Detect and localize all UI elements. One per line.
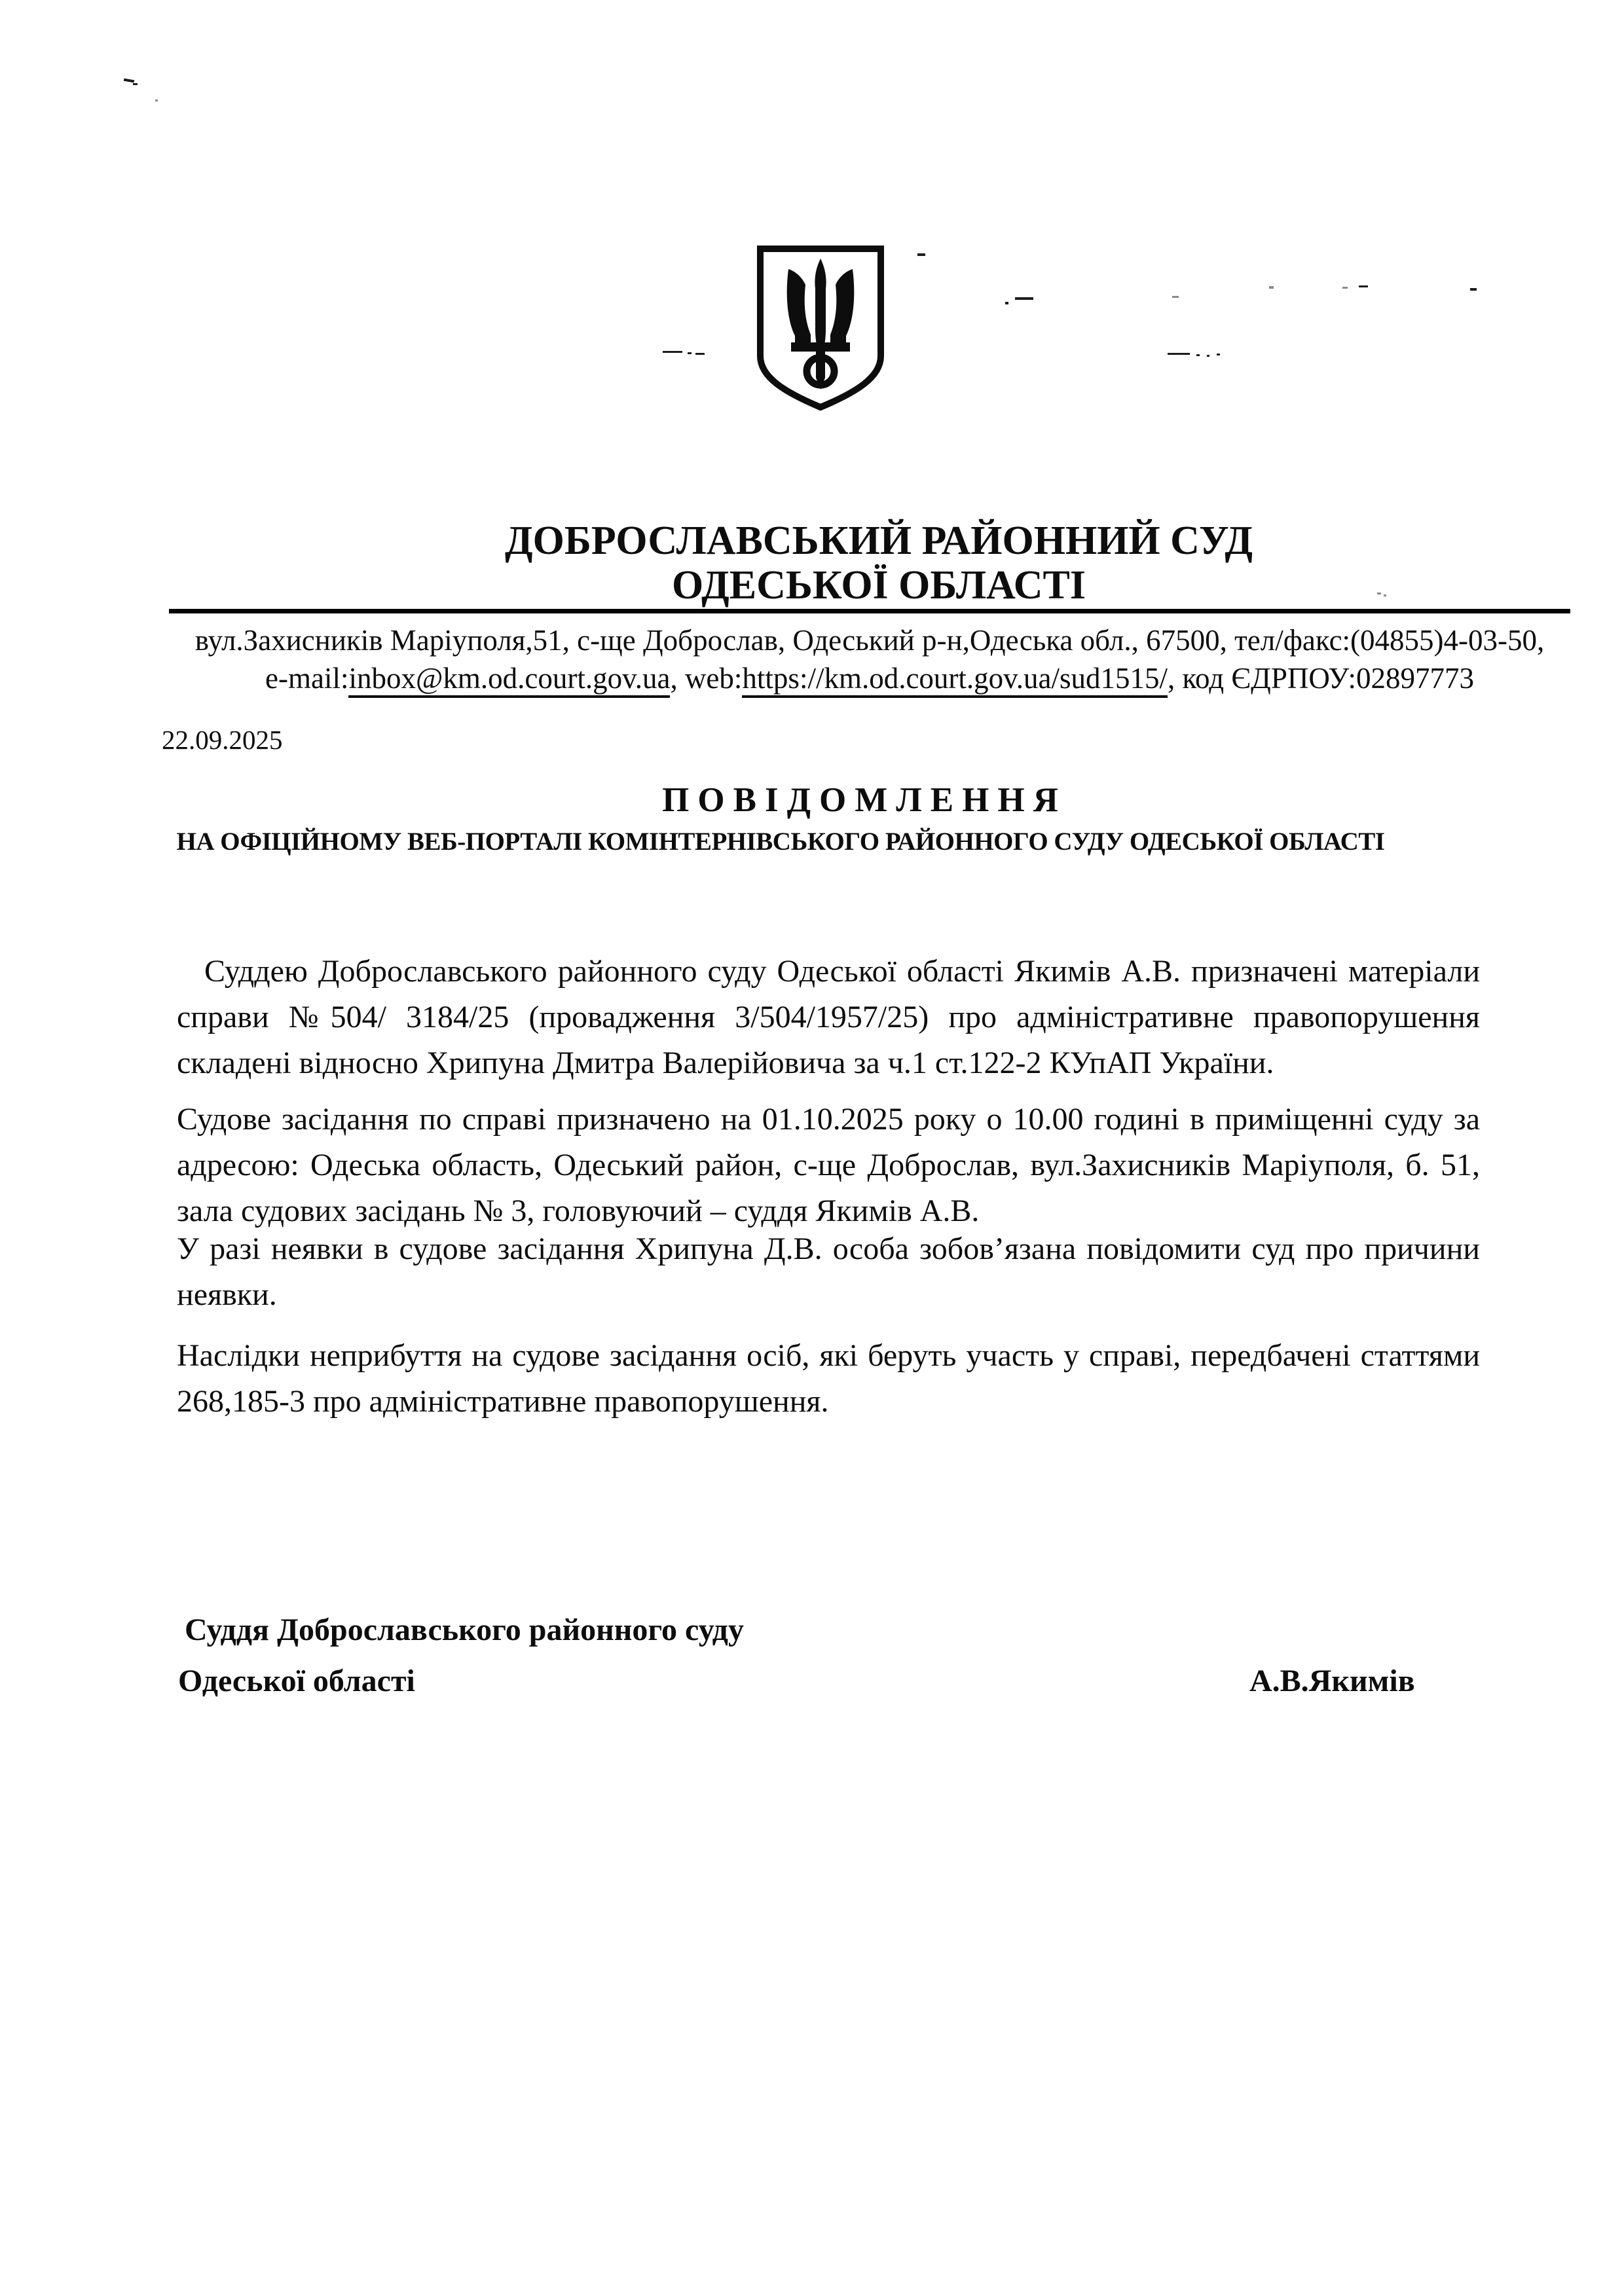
scan-noise-mark	[1196, 354, 1200, 356]
signature-region: Одеської області	[178, 1664, 415, 1698]
scan-noise-mark	[1168, 353, 1190, 355]
court-name-line2: ОДЕСЬКОЇ ОБЛАСТІ	[671, 563, 1086, 608]
ukraine-trident-emblem-icon	[753, 243, 888, 414]
scan-noise-mark	[1269, 286, 1274, 289]
body-paragraph-absence-notice: У разі неявки в судове засідання Хрипуна Д.В. особа зобов’язана повідомити суд про причини неявки.	[177, 1231, 1480, 1312]
signature-judge-name: А.В.Якимів	[1249, 1664, 1415, 1698]
body-paragraph-case-assignment: Суддею Доброславського районного суду Одеської області Якимів А.В. призначені матеріали справи №504/ 3184/25 (провадження 3/504/1957/25) про адміністративне правопорушення складені відносно Хрипуна Дмитра Валерійовича за ч.1 ст.122-2 КУпАП України.	[177, 954, 1480, 1080]
scan-noise-mark	[1359, 285, 1368, 287]
email-prefix-label: e-mail:	[265, 662, 349, 695]
scan-noise-mark	[155, 100, 158, 101]
scan-noise-mark	[1342, 287, 1348, 289]
body-paragraph-hearing-details: Судове засідання по справі призначено на 01.10.2025 року о 10.00 годині в приміщенні суду за адресою: Одеська область, Одеський район, с-ще Доброслав, вул.Захисників Маріуполя, б. 51, зала судових засідань № 3, головуючий – суддя Якимів А.В.	[177, 1102, 1480, 1228]
body-paragraph-consequences: Наслідки неприбуття на судове засідання осіб, які беруть участь у справі, передбачені статтями 268,185-3 про адміністративне правопорушення.	[177, 1338, 1480, 1419]
court-name-heading	[505, 519, 1253, 608]
scan-noise-mark	[1384, 594, 1386, 596]
scan-noise-mark	[695, 353, 705, 355]
scan-noise-mark	[133, 83, 138, 85]
document-date: 22.09.2025	[162, 725, 283, 755]
scan-noise-mark	[1015, 297, 1033, 300]
scan-noise-mark	[917, 253, 925, 256]
court-address-line: вул.Захисників Маріуполя,51, с-ще Доброслав, Одеський р-н,Одеська обл., 67500, тел/факс:(04855)4-03-50,	[194, 624, 1545, 657]
court-contacts-line	[169, 660, 1570, 697]
web-link[interactable]: https://km.od.court.gov.ua/sud1515/	[742, 662, 1168, 698]
edrpou-label: , код ЄДРПОУ:02897773	[1167, 662, 1474, 695]
scan-noise-mark	[1217, 354, 1220, 355]
notice-subtitle: НА ОФІЦІЙНОМУ ВЕБ-ПОРТАЛІ КОМІНТЕРНІВСЬКОГО РАЙОННОГО СУДУ ОДЕСЬКОЇ ОБЛАСТІ	[176, 828, 1385, 856]
header-divider-rule	[169, 609, 1570, 613]
email-link[interactable]: inbox@km.od.court.gov.ua	[348, 662, 670, 698]
court-name-line1: ДОБРОСЛАВСЬКИЙ РАЙОННИЙ СУД	[504, 519, 1253, 563]
scan-noise-mark	[1470, 288, 1477, 291]
scan-noise-mark	[1207, 355, 1209, 357]
scan-noise-mark	[1005, 302, 1008, 304]
signature-judge-title: Суддя Доброславського районного суду	[185, 1613, 744, 1647]
scan-noise-mark	[663, 351, 682, 353]
scan-noise-mark	[1172, 296, 1179, 298]
web-prefix-label: , web:	[670, 662, 743, 695]
notice-title: ПОВІДОМЛЕННЯ	[662, 781, 1067, 819]
scan-noise-mark	[1377, 592, 1381, 594]
scan-noise-mark	[124, 79, 134, 83]
scan-noise-mark	[688, 352, 692, 354]
